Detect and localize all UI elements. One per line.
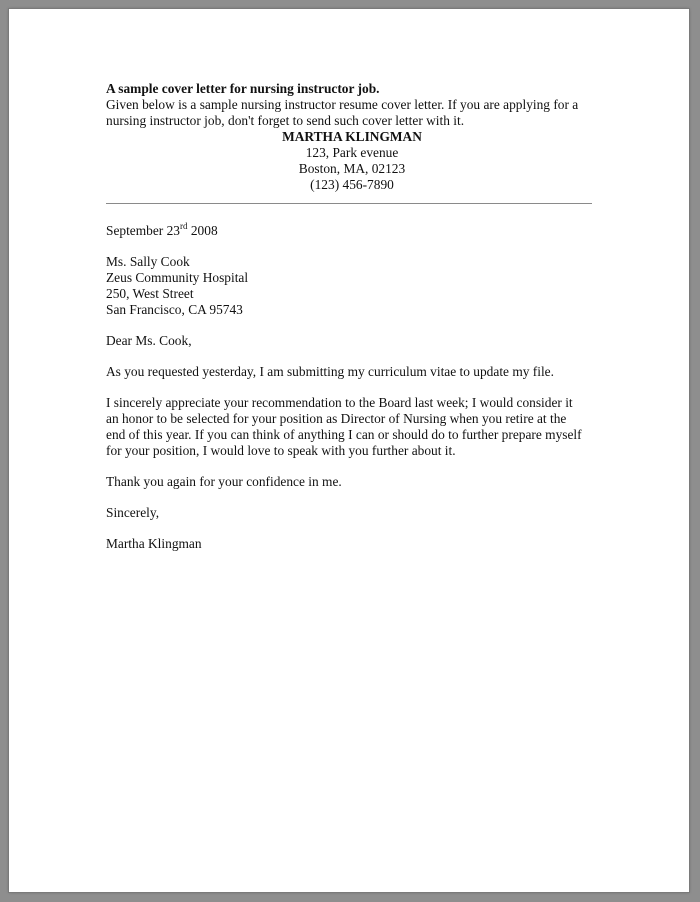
document-page (9, 9, 689, 892)
intro-text (106, 97, 598, 129)
recipient-organization: Zeus Community Hospital (106, 270, 249, 285)
sender-name: MARTHA KLINGMAN (282, 129, 422, 144)
paragraph-line: for your position, I would love to speak with you further about it. (106, 443, 456, 458)
paragraph-line: an honor to be selected for your position as Director of Nursing when you retire at the (106, 411, 567, 426)
recipient-name: Ms. Sally Cook (106, 254, 190, 269)
letter-date (106, 220, 598, 239)
sender-phone: (123) 456-7890 (310, 177, 394, 192)
body-paragraph-3 (106, 474, 598, 490)
date-year: 2008 (187, 223, 218, 238)
intro-line: Given below is a sample nursing instructor resume cover letter. If you are applying for a (106, 97, 579, 112)
closing: Sincerely, (106, 505, 160, 520)
sender-address-line2: Boston, MA, 02123 (298, 161, 406, 176)
date-suffix: rd (180, 220, 188, 231)
recipient-street: 250, West Street (106, 286, 194, 301)
paragraph-line: I sincerely appreciate your recommendation to the Board last week; I would consider it (106, 395, 573, 410)
horizontal-divider (106, 203, 592, 204)
paragraph-text: Thank you again for your confidence in me. (106, 474, 342, 489)
body-paragraph-1 (106, 364, 598, 380)
recipient-city: San Francisco, CA 95743 (106, 302, 243, 317)
recipient-address (106, 254, 598, 318)
signature-name: Martha Klingman (106, 536, 202, 551)
letterhead (106, 129, 598, 193)
paragraph-line: end of this year. If you can think of anything I can or should do to further prepare myself (106, 427, 582, 442)
body-paragraph-2 (106, 395, 598, 459)
intro-line: nursing instructor job, don't forget to send such cover letter with it. (106, 113, 465, 128)
letter-content (106, 81, 598, 552)
salutation: Dear Ms. Cook, (106, 333, 192, 348)
date-month-day: September 23 (106, 223, 181, 238)
document-title: A sample cover letter for nursing instructor job. (106, 81, 380, 96)
paragraph-text: As you requested yesterday, I am submitting my curriculum vitae to update my file. (106, 364, 554, 379)
sender-address-line1: 123, Park evenue (305, 145, 399, 160)
